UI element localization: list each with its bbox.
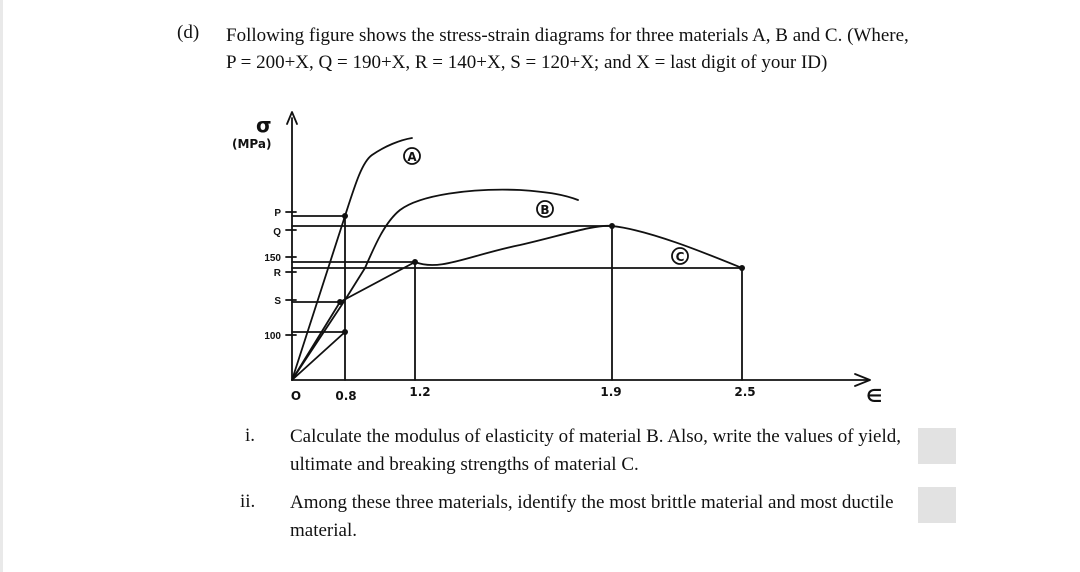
curve-a [292, 138, 412, 380]
y-tick-150: 150 [264, 253, 281, 264]
curve-c [292, 226, 742, 380]
subquestion-2-number: ii. [240, 491, 256, 512]
point-c-2-5 [739, 265, 745, 271]
point-c-1-2 [412, 259, 418, 265]
redaction-mark-2 [918, 487, 956, 523]
point-c-1-9 [609, 223, 615, 229]
curve-label-a: A [407, 150, 417, 164]
y-axis-unit: (MPa) [232, 137, 272, 151]
x-tick-0-8: 0.8 [335, 389, 357, 403]
question-text: Following figure shows the stress-strain diagrams for three materials A, B and C. (Where, P = 200+X, Q = 190+X, R = 140+X, S = 120+X; and X = last digit of your ID) [226, 25, 909, 73]
x-tick-2-5: 2.5 [734, 385, 756, 399]
curve-label-c: C [675, 250, 685, 264]
x-origin-label: O [290, 389, 302, 403]
y-tick-q: Q [273, 227, 281, 238]
x-tick-1-9: 1.9 [600, 385, 622, 399]
subquestion-2-text: Among these three materials, identify the most brittle material and most ductile material. [290, 492, 894, 541]
y-tick-100: 100 [264, 331, 281, 342]
y-axis-symbol: σ [256, 113, 272, 137]
curve-label-b: B [540, 203, 550, 217]
x-axis-symbol: ∈ [866, 386, 883, 407]
y-tick-r: R [273, 268, 281, 279]
point-a-p [342, 213, 348, 219]
subquestion-1-number: i. [245, 425, 256, 446]
y-tick-p: P [274, 208, 281, 219]
question-label: (d) [177, 22, 200, 43]
curve-b [292, 190, 578, 380]
point-100 [342, 329, 348, 335]
x-tick-1-2: 1.2 [409, 385, 431, 399]
redaction-mark-1 [918, 428, 956, 464]
point-c-s [337, 299, 343, 305]
y-tick-s: S [274, 296, 281, 307]
subquestion-1-text: Calculate the modulus of elasticity of material B. Also, write the values of yield, ultimate and breaking strengths of material C. [290, 426, 902, 475]
